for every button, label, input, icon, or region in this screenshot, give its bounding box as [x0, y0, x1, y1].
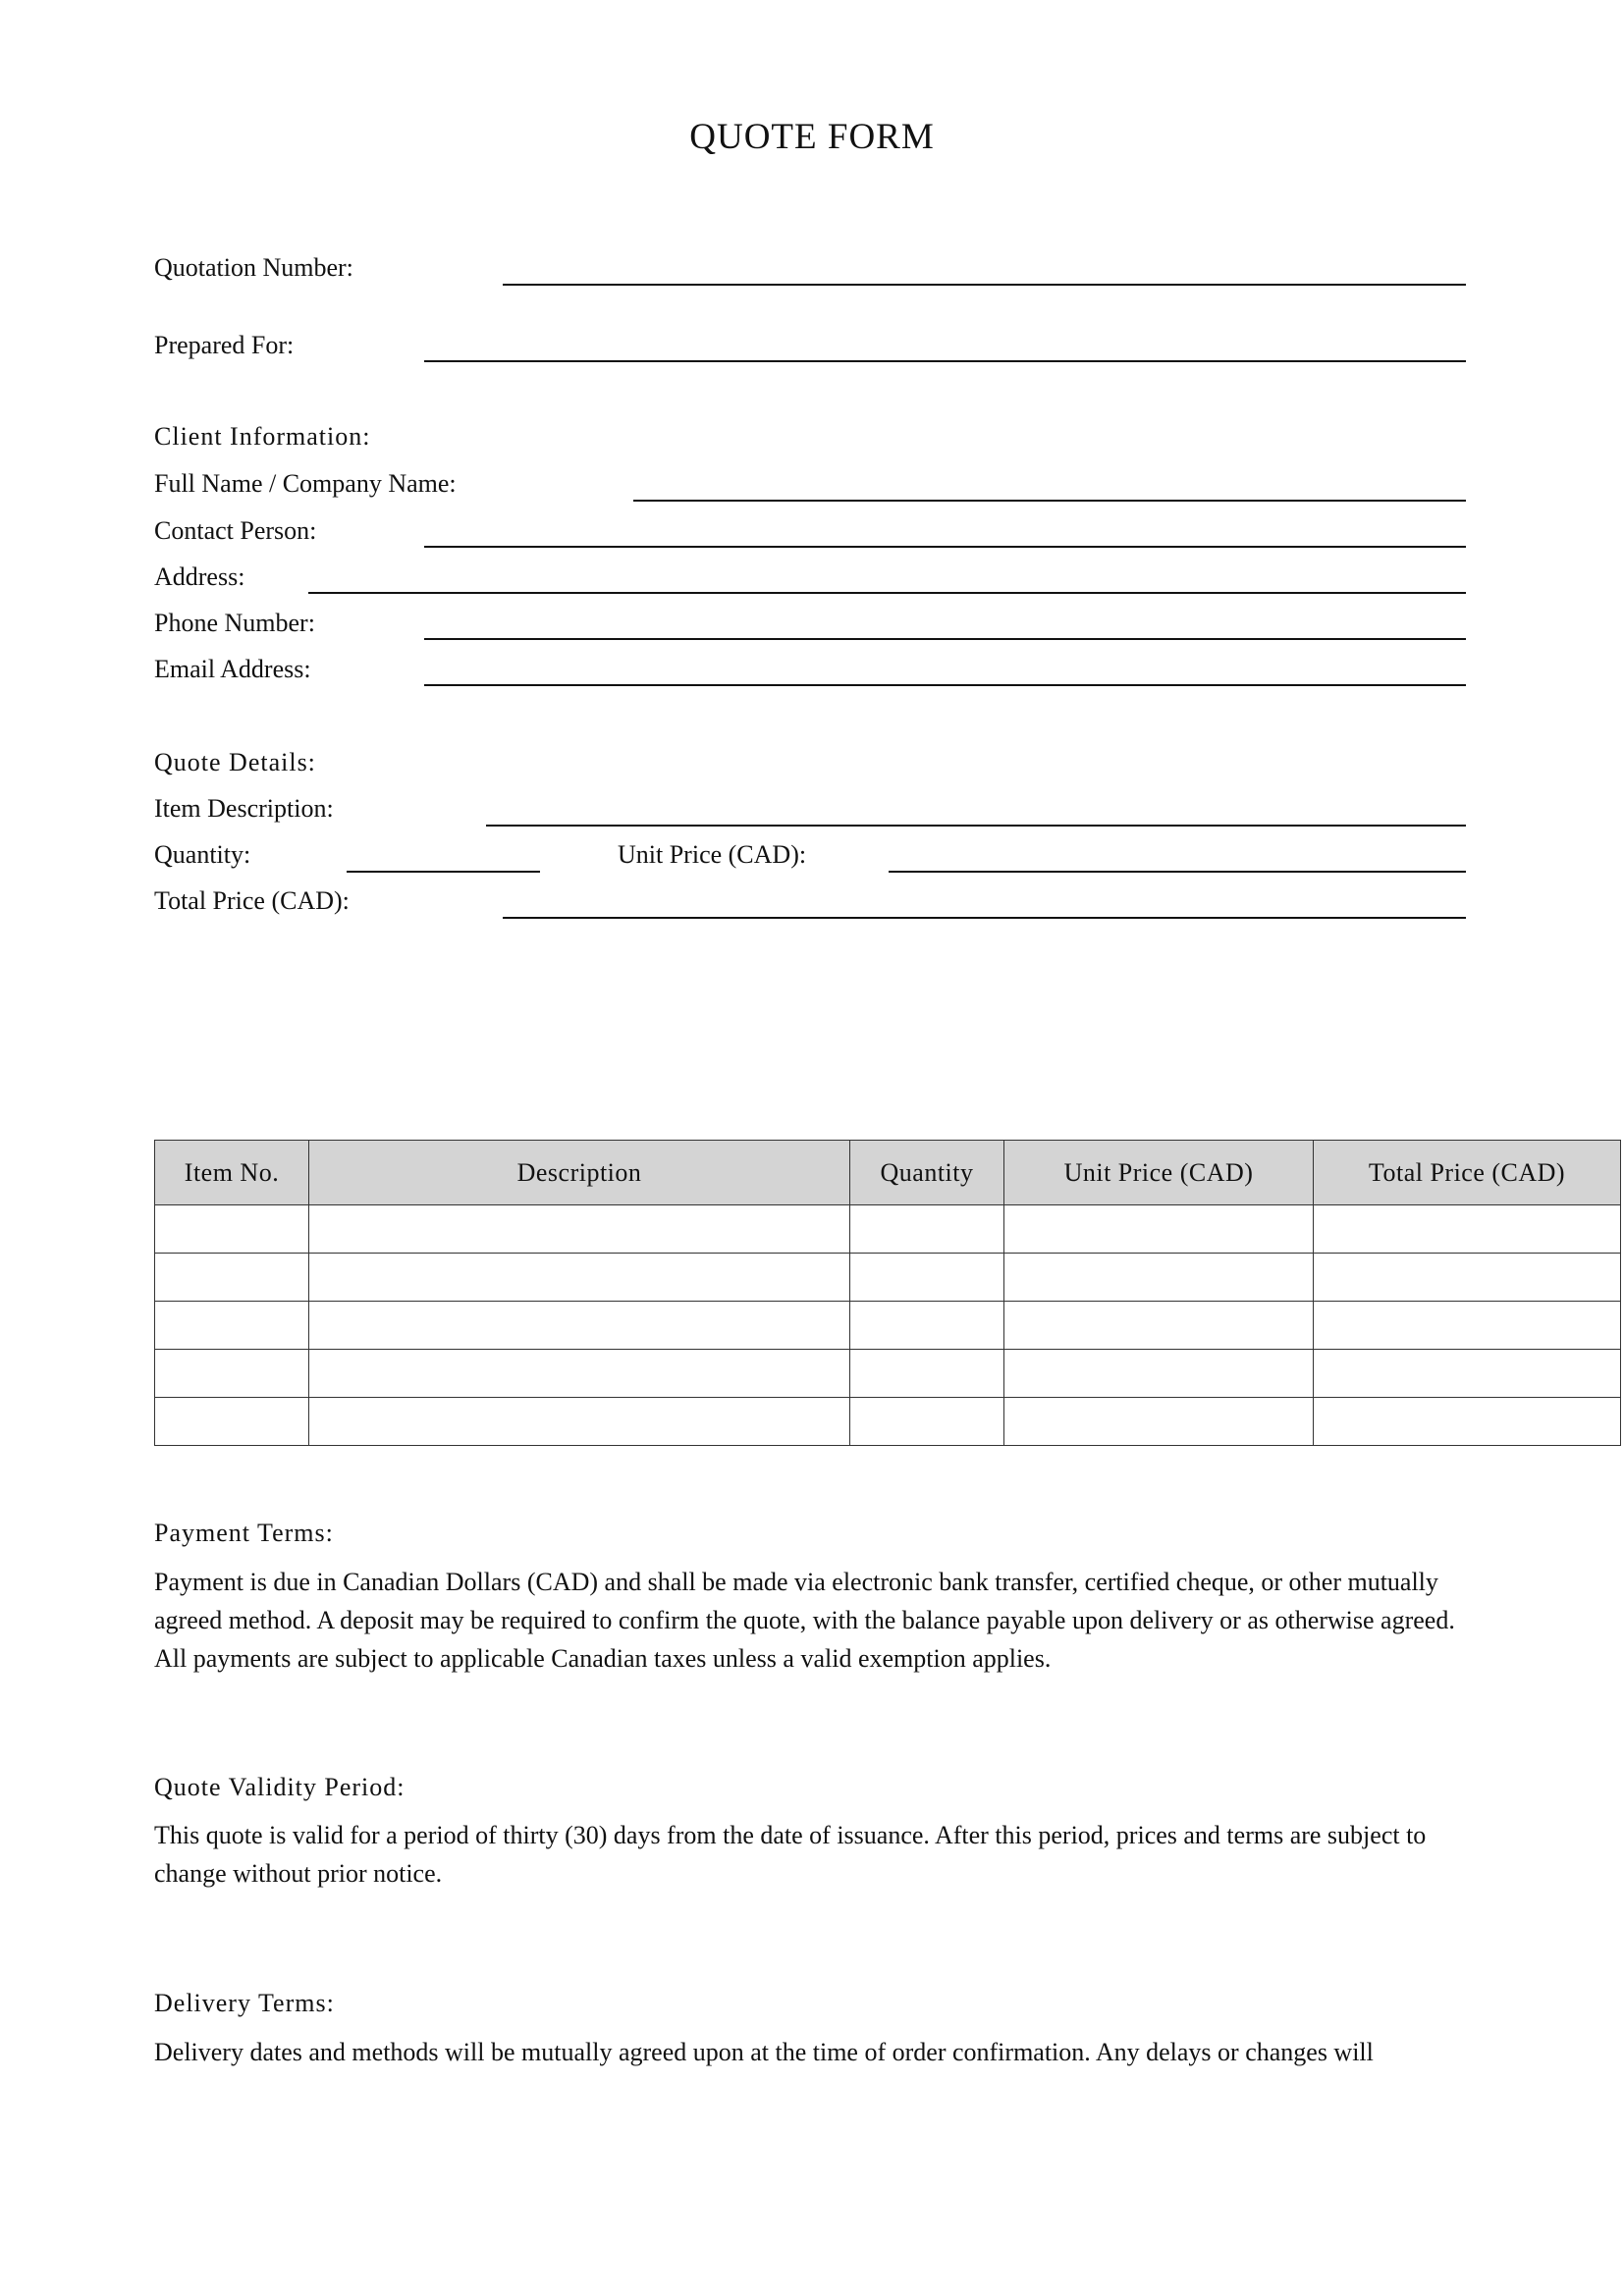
table-cell[interactable] — [309, 1254, 850, 1302]
item-description-label: Item Description: — [154, 794, 334, 823]
quotation-number-field[interactable] — [503, 284, 1466, 286]
table-cell[interactable] — [155, 1302, 309, 1350]
table-cell[interactable] — [850, 1398, 1004, 1446]
prepared-for-label: Prepared For: — [154, 331, 295, 359]
email-address-label: Email Address: — [154, 655, 311, 683]
table-cell[interactable] — [155, 1205, 309, 1254]
table-cell[interactable] — [309, 1302, 850, 1350]
unit-price-label: Unit Price (CAD): — [618, 840, 807, 869]
table-cell[interactable] — [1004, 1205, 1314, 1254]
phone-number-field[interactable] — [424, 638, 1466, 640]
table-cell[interactable] — [1004, 1302, 1314, 1350]
table-cell[interactable] — [1004, 1254, 1314, 1302]
table-cell[interactable] — [850, 1302, 1004, 1350]
items-table — [154, 1140, 1621, 1446]
full-name-label: Full Name / Company Name: — [154, 469, 457, 498]
table-cell[interactable] — [309, 1205, 850, 1254]
table-row — [155, 1254, 1621, 1302]
payment-terms-heading: Payment Terms: — [154, 1519, 334, 1547]
total-price-label: Total Price (CAD): — [154, 886, 350, 915]
table-cell[interactable] — [850, 1205, 1004, 1254]
quote-details-heading: Quote Details: — [154, 748, 316, 776]
phone-number-label: Phone Number: — [154, 609, 315, 637]
total-price-field[interactable] — [503, 917, 1466, 919]
item-description-field[interactable] — [486, 825, 1466, 827]
delivery-terms-heading: Delivery Terms: — [154, 1989, 335, 2017]
quotation-number-label: Quotation Number: — [154, 253, 353, 282]
contact-person-field[interactable] — [424, 546, 1466, 548]
full-name-field[interactable] — [633, 500, 1466, 502]
contact-person-label: Contact Person: — [154, 516, 317, 545]
prepared-for-field[interactable] — [424, 360, 1466, 362]
table-cell[interactable] — [1314, 1302, 1621, 1350]
address-label: Address: — [154, 562, 245, 591]
address-field[interactable] — [308, 592, 1466, 594]
email-address-field[interactable] — [424, 684, 1466, 686]
table-cell[interactable] — [1004, 1398, 1314, 1446]
delivery-terms-text: Delivery dates and methods will be mutually agreed upon at the time of order confirmation. Any delays or changes will — [154, 2038, 1374, 2066]
table-cell[interactable] — [1314, 1254, 1621, 1302]
table-cell[interactable] — [155, 1254, 309, 1302]
column-header-unit-price: Unit Price (CAD) — [1004, 1141, 1314, 1205]
column-header-total-price: Total Price (CAD) — [1314, 1141, 1621, 1205]
unit-price-field[interactable] — [889, 871, 1466, 873]
quote-validity-text: This quote is valid for a period of thirty (30) days from the date of issuance. After this period, prices and terms are subject to change without prior notice. — [154, 1821, 1427, 1888]
table-row — [155, 1302, 1621, 1350]
table-cell[interactable] — [1004, 1350, 1314, 1398]
table-header-row — [155, 1141, 1621, 1205]
table-row — [155, 1350, 1621, 1398]
table-row — [155, 1205, 1621, 1254]
table-cell[interactable] — [1314, 1205, 1621, 1254]
table-cell[interactable] — [309, 1398, 850, 1446]
table-row — [155, 1398, 1621, 1446]
table-cell[interactable] — [850, 1254, 1004, 1302]
table-cell[interactable] — [1314, 1398, 1621, 1446]
client-information-heading: Client Information: — [154, 422, 371, 451]
table-cell[interactable] — [850, 1350, 1004, 1398]
column-header-quantity: Quantity — [850, 1141, 1004, 1205]
column-header-item-no: Item No. — [155, 1141, 309, 1205]
page-title: QUOTE FORM — [689, 117, 935, 157]
table-cell[interactable] — [155, 1398, 309, 1446]
quantity-field[interactable] — [347, 871, 540, 873]
quantity-label: Quantity: — [154, 840, 251, 869]
table-cell[interactable] — [155, 1350, 309, 1398]
quote-validity-heading: Quote Validity Period: — [154, 1773, 406, 1801]
payment-terms-text: Payment is due in Canadian Dollars (CAD) and shall be made via electronic bank transfer, certified cheque, or other mutually agreed method. A deposit may be required to confirm the quote, with the balance payable upon delivery or as otherwise agreed. All payments are subject to applicable Canadian taxes unless a valid exemption applies. — [154, 1568, 1455, 1673]
table-cell[interactable] — [1314, 1350, 1621, 1398]
column-header-description: Description — [309, 1141, 850, 1205]
table-cell[interactable] — [309, 1350, 850, 1398]
